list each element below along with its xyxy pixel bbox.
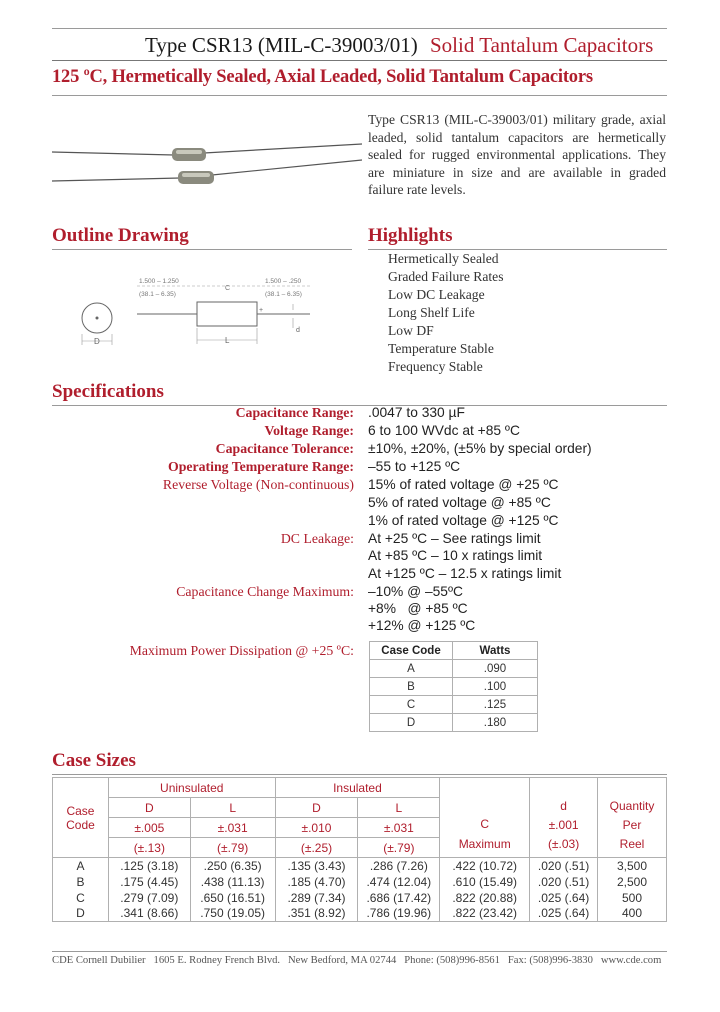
reverse-value: 1% of rated voltage @ +125 ºC	[368, 513, 559, 528]
cell: .090	[453, 660, 538, 678]
highlight-item: Frequency Stable	[388, 359, 483, 374]
capchange-value: +12% @ +125 ºC	[368, 618, 476, 633]
footer-web[interactable]: www.cde.com	[600, 955, 662, 966]
reverse-label: Reverse Voltage (Non-continuous)	[162, 477, 354, 492]
footer-company: CDE Cornell Dubilier	[52, 955, 146, 966]
case-sizes-title: Case Sizes	[52, 750, 136, 771]
cell: .650 (16.51)	[190, 890, 275, 906]
highlight-item: Low DF	[388, 323, 434, 338]
header-line: Per	[622, 818, 642, 832]
table-row	[370, 660, 538, 678]
table-row	[370, 696, 538, 714]
leakage-value: At +25 ºC – See ratings limit	[368, 531, 541, 546]
temp-value: –55 to +125 ºC	[368, 459, 461, 474]
cell: 400	[598, 906, 667, 922]
col-l-insulated: L	[358, 798, 440, 818]
power-label: Maximum Power Dissipation @ +25 ºC:	[129, 643, 354, 658]
cell: .822 (20.88)	[440, 890, 530, 906]
capacitor-body	[197, 302, 257, 326]
cell: .822 (23.42)	[440, 906, 530, 922]
label-d-small: d	[296, 327, 300, 334]
reverse-value: 15% of rated voltage @ +25 ºC	[368, 477, 559, 492]
header-line: Case	[66, 803, 95, 818]
highlight-item: Hermetically Sealed	[388, 251, 499, 266]
cell: .289 (7.34)	[275, 890, 358, 906]
header-line: Reel	[619, 837, 645, 851]
label-l: L	[225, 336, 230, 345]
highlight-item: Graded Failure Rates	[388, 269, 504, 284]
cell: .185 (4.70)	[275, 874, 358, 890]
insulated-header: Insulated	[275, 778, 440, 798]
cap-range-value: .0047 to 330 µF	[368, 405, 465, 420]
header-line: C	[480, 817, 490, 831]
capacitor-upper	[52, 144, 362, 161]
cell: .686 (17.42)	[358, 890, 440, 906]
cell: .438 (11.13)	[190, 874, 275, 890]
table-row	[53, 906, 667, 922]
col-mm: (±.79)	[190, 838, 275, 858]
cell: .341 (8.66)	[108, 906, 190, 922]
footer-phone: Phone: (508)996-8561	[404, 955, 500, 966]
cell: .286 (7.26)	[358, 858, 440, 874]
voltage-label: Voltage Range:	[264, 423, 354, 438]
cell: A	[370, 660, 453, 678]
col-mm: (±.13)	[108, 838, 190, 858]
header-line: d	[560, 799, 567, 813]
cell: .279 (7.09)	[108, 890, 190, 906]
top-rule	[52, 28, 667, 29]
cell: D	[370, 714, 453, 732]
cell: .175 (4.45)	[108, 874, 190, 890]
cell: .250 (6.35)	[190, 858, 275, 874]
cell: 500	[598, 890, 667, 906]
cell: .786 (19.96)	[358, 906, 440, 922]
cell: A	[53, 858, 109, 874]
cell: .474 (12.04)	[358, 874, 440, 890]
uninsulated-header: Uninsulated	[108, 778, 275, 798]
table-row	[370, 678, 538, 696]
cell: 2,500	[598, 874, 667, 890]
cell: C	[53, 890, 109, 906]
cell: .750 (19.05)	[190, 906, 275, 922]
table-row	[370, 714, 538, 732]
table-row	[53, 890, 667, 906]
col-tol: ±.031	[358, 818, 440, 838]
cap-range-label: Capacitance Range:	[235, 405, 354, 420]
cell: .020 (.51)	[530, 874, 598, 890]
cell: C	[370, 696, 453, 714]
title-rule	[52, 60, 667, 61]
case-sizes-table	[52, 777, 667, 922]
col-tol: ±.031	[190, 818, 275, 838]
capchange-value: +8% @ +85 ºC	[368, 601, 468, 616]
header-line: Code	[66, 817, 95, 832]
cell: .025 (.64)	[530, 906, 598, 922]
col-mm: (±.79)	[358, 838, 440, 858]
cell: .610 (15.49)	[440, 874, 530, 890]
cell: .020 (.51)	[530, 858, 598, 874]
qty-header	[598, 778, 667, 858]
footer	[52, 955, 667, 966]
cell: .125 (3.18)	[108, 858, 190, 874]
plus-mark: +	[259, 307, 264, 314]
tolerance-value: ±10%, ±20%, (±5% by special order)	[368, 441, 592, 456]
footer-address: 1605 E. Rodney French Blvd.	[153, 955, 281, 966]
cell: D	[53, 906, 109, 922]
table-row	[53, 874, 667, 890]
reverse-value: 5% of rated voltage @ +85 ºC	[368, 495, 551, 510]
table-row	[53, 858, 667, 874]
leakage-label: DC Leakage:	[280, 531, 354, 546]
highlights-list	[388, 250, 504, 376]
dim-right-mm: (38.1 – 6.35)	[265, 291, 302, 298]
temp-label: Operating Temperature Range:	[168, 459, 354, 474]
power-header-watts: Watts	[453, 642, 538, 660]
dim-left: 1.500 – 1.250	[139, 278, 179, 285]
capchange-value: –10% @ –55ºC	[368, 584, 463, 599]
capchange-label: Capacitance Change Maximum:	[176, 584, 354, 599]
col-d-uninsulated: D	[108, 798, 190, 818]
dim-right: 1.500 – .250	[265, 278, 302, 285]
d-lead-header	[530, 778, 598, 858]
product-photo	[52, 138, 362, 193]
cell: .422 (10.72)	[440, 858, 530, 874]
cell: .351 (8.92)	[275, 906, 358, 922]
outline-rule	[52, 249, 352, 250]
col-mm: (±.25)	[275, 838, 358, 858]
voltage-value: 6 to 100 WVdc at +85 ºC	[368, 423, 520, 438]
col-l-uninsulated: L	[190, 798, 275, 818]
dim-c: C	[225, 285, 231, 292]
cell: B	[370, 678, 453, 696]
leakage-value: At +85 ºC – 10 x ratings limit	[368, 548, 543, 563]
label-d: D	[94, 337, 100, 346]
leakage-value: At +125 ºC – 12.5 x ratings limit	[368, 566, 562, 581]
col-tol: ±.010	[275, 818, 358, 838]
col-d-insulated: D	[275, 798, 358, 818]
power-header-case: Case Code	[370, 642, 453, 660]
subtitle: 125 ºC, Hermetically Sealed, Axial Leaded, Solid Tantalum Capacitors	[52, 67, 593, 87]
power-table	[369, 641, 538, 732]
cell: .100	[453, 678, 538, 696]
cell: .125	[453, 696, 538, 714]
highlight-item: Temperature Stable	[388, 341, 494, 356]
subtitle-rule	[52, 95, 667, 96]
cell: .135 (3.43)	[275, 858, 358, 874]
highlight-item: Low DC Leakage	[388, 287, 485, 302]
title-main: Solid Tantalum Capacitors	[430, 33, 654, 57]
cell: 3,500	[598, 858, 667, 874]
header-line: Quantity	[609, 799, 655, 813]
cell: B	[53, 874, 109, 890]
header-line: ±.001	[548, 818, 579, 832]
specifications-title: Specifications	[52, 381, 164, 402]
footer-fax: Fax: (508)996-3830	[507, 955, 593, 966]
tolerance-label: Capacitance Tolerance:	[215, 441, 354, 456]
specs-rule	[52, 405, 667, 406]
outline-title: Outline Drawing	[52, 225, 189, 246]
highlight-item: Long Shelf Life	[388, 305, 475, 320]
dim-left-mm: (38.1 – 6.35)	[139, 291, 176, 298]
highlights-title: Highlights	[368, 225, 453, 246]
case-code-header	[53, 778, 109, 858]
intro-paragraph: Type CSR13 (MIL-C-39003/01) military grade, axial leaded, solid tantalum capacitors are hermetically sealed for rugged environmental applications. They are miniature in size and are available in graded failure rate levels.	[368, 112, 666, 197]
outline-drawing	[75, 270, 335, 355]
c-max-header	[440, 778, 530, 858]
header-line: (±.03)	[547, 837, 580, 851]
capacitor-lower	[52, 160, 362, 184]
footer-city: New Bedford, MA 02744	[288, 955, 397, 966]
header-line: Maximum	[458, 837, 511, 851]
footer-rule	[52, 951, 667, 952]
cell: .025 (.64)	[530, 890, 598, 906]
title-type: Type CSR13 (MIL-C-39003/01)	[145, 33, 418, 57]
cell: .180	[453, 714, 538, 732]
case-sizes-rule	[52, 774, 667, 775]
col-tol: ±.005	[108, 818, 190, 838]
